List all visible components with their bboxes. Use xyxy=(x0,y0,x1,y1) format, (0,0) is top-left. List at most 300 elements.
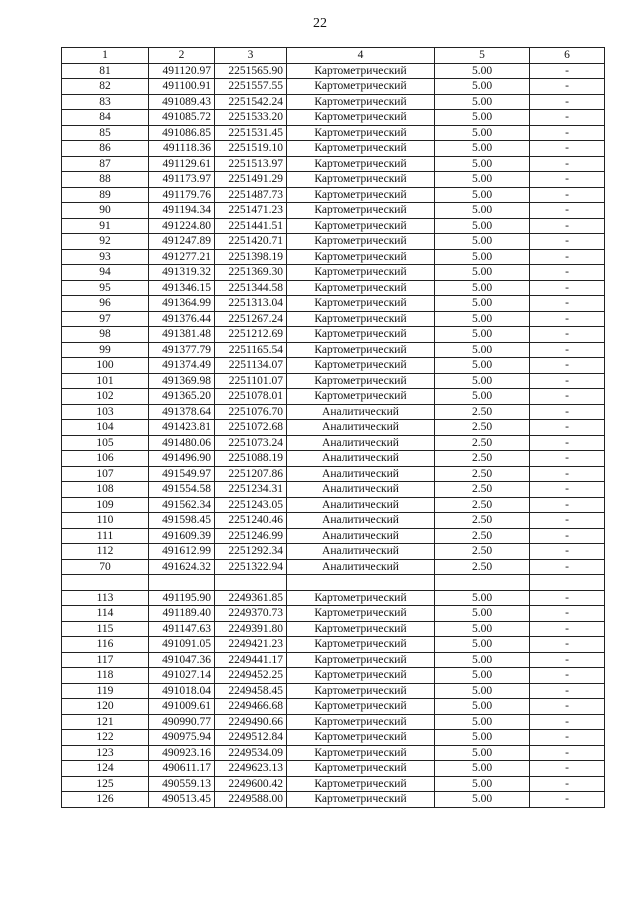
table-cell: 2.50 xyxy=(435,544,530,560)
table-cell: 5.00 xyxy=(435,296,530,312)
table-cell: 491027.14 xyxy=(149,668,215,684)
table-cell: 5.00 xyxy=(435,218,530,234)
table-cell: Аналитический xyxy=(287,513,435,529)
table-row xyxy=(62,265,605,281)
table-cell xyxy=(149,575,215,591)
table-cell: Картометрический xyxy=(287,792,435,808)
table-cell: - xyxy=(530,389,605,405)
table-cell: 5.00 xyxy=(435,714,530,730)
table-cell: Аналитический xyxy=(287,451,435,467)
table-cell: 107 xyxy=(62,466,149,482)
table-cell: - xyxy=(530,125,605,141)
table-cell: 2.50 xyxy=(435,497,530,513)
table-row xyxy=(62,513,605,529)
table-row xyxy=(62,327,605,343)
table-cell: 491365.20 xyxy=(149,389,215,405)
table-cell: Картометрический xyxy=(287,110,435,126)
table-cell: - xyxy=(530,203,605,219)
table-cell: 491118.36 xyxy=(149,141,215,157)
table-cell: 491598.45 xyxy=(149,513,215,529)
table-cell: 98 xyxy=(62,327,149,343)
table-cell: 86 xyxy=(62,141,149,157)
table-cell: 119 xyxy=(62,683,149,699)
table-cell: Картометрический xyxy=(287,327,435,343)
table-cell: - xyxy=(530,373,605,389)
table-cell: - xyxy=(530,792,605,808)
coordinates-table xyxy=(61,47,605,808)
table-cell: 5.00 xyxy=(435,637,530,653)
table-cell: 109 xyxy=(62,497,149,513)
table-cell: - xyxy=(530,94,605,110)
table-cell: Аналитический xyxy=(287,544,435,560)
table-cell: 2.50 xyxy=(435,404,530,420)
table-body xyxy=(62,63,605,807)
table-cell: Аналитический xyxy=(287,497,435,513)
table-cell: 2251165.54 xyxy=(215,342,287,358)
table-cell: 2251441.51 xyxy=(215,218,287,234)
table-cell: 2249391.80 xyxy=(215,621,287,637)
table-cell: - xyxy=(530,63,605,79)
table-cell: 491346.15 xyxy=(149,280,215,296)
table-cell: - xyxy=(530,513,605,529)
table-cell: 2251076.70 xyxy=(215,404,287,420)
table-cell: 110 xyxy=(62,513,149,529)
table-cell: - xyxy=(530,110,605,126)
table-cell: - xyxy=(530,249,605,265)
table-cell: 491018.04 xyxy=(149,683,215,699)
table-cell: 5.00 xyxy=(435,342,530,358)
table-cell: - xyxy=(530,79,605,95)
table-cell: 2251487.73 xyxy=(215,187,287,203)
table-cell: 99 xyxy=(62,342,149,358)
table-cell: 85 xyxy=(62,125,149,141)
table-cell: Картометрический xyxy=(287,172,435,188)
table-cell: 5.00 xyxy=(435,776,530,792)
table-cell: Картометрический xyxy=(287,94,435,110)
table-row xyxy=(62,63,605,79)
table-cell: 5.00 xyxy=(435,606,530,622)
table-cell: 491423.81 xyxy=(149,420,215,436)
table-cell: 2251398.19 xyxy=(215,249,287,265)
table-cell: Картометрический xyxy=(287,745,435,761)
table-cell: Картометрический xyxy=(287,342,435,358)
table-cell: - xyxy=(530,327,605,343)
table-row xyxy=(62,621,605,637)
table-cell: - xyxy=(530,172,605,188)
table-cell: 5.00 xyxy=(435,79,530,95)
table-cell: 5.00 xyxy=(435,652,530,668)
table-cell: Картометрический xyxy=(287,714,435,730)
table-cell: 5.00 xyxy=(435,203,530,219)
table-cell: Картометрический xyxy=(287,156,435,172)
table-cell: 491612.99 xyxy=(149,544,215,560)
table-cell: 491624.32 xyxy=(149,559,215,575)
table-cell: Картометрический xyxy=(287,373,435,389)
table-cell xyxy=(435,575,530,591)
table-cell: 2.50 xyxy=(435,482,530,498)
table-cell: 2251344.58 xyxy=(215,280,287,296)
table-cell: 2251420.71 xyxy=(215,234,287,250)
table-cell: 2251565.90 xyxy=(215,63,287,79)
table-cell: Картометрический xyxy=(287,358,435,374)
table-cell: 491100.91 xyxy=(149,79,215,95)
table-cell: - xyxy=(530,280,605,296)
table-cell: 101 xyxy=(62,373,149,389)
table-cell: 2251513.97 xyxy=(215,156,287,172)
table-cell: 5.00 xyxy=(435,373,530,389)
table-cell: 2251267.24 xyxy=(215,311,287,327)
table-cell: 5.00 xyxy=(435,327,530,343)
table-cell: 2251246.99 xyxy=(215,528,287,544)
table-cell: - xyxy=(530,482,605,498)
table-cell: 5.00 xyxy=(435,668,530,684)
table-cell: 106 xyxy=(62,451,149,467)
table-cell: - xyxy=(530,497,605,513)
table-header-row xyxy=(62,48,605,64)
table-cell: - xyxy=(530,265,605,281)
table-cell: 113 xyxy=(62,590,149,606)
table-cell: 491496.90 xyxy=(149,451,215,467)
table-cell: 2251491.29 xyxy=(215,172,287,188)
table-cell: 97 xyxy=(62,311,149,327)
table-cell: 82 xyxy=(62,79,149,95)
table-cell: - xyxy=(530,590,605,606)
table-cell: 2251519.10 xyxy=(215,141,287,157)
table-cell: 5.00 xyxy=(435,730,530,746)
table-cell: 491376.44 xyxy=(149,311,215,327)
table-cell: 491086.85 xyxy=(149,125,215,141)
table-cell: - xyxy=(530,358,605,374)
table-cell: 491195.90 xyxy=(149,590,215,606)
table-cell: 2251134.07 xyxy=(215,358,287,374)
page-number: 22 xyxy=(313,16,327,31)
table-row xyxy=(62,730,605,746)
table-cell: 125 xyxy=(62,776,149,792)
table-row xyxy=(62,714,605,730)
table-row xyxy=(62,79,605,95)
table-row xyxy=(62,342,605,358)
table-cell: 2249490.66 xyxy=(215,714,287,730)
table-cell: 103 xyxy=(62,404,149,420)
table-cell: 5.00 xyxy=(435,590,530,606)
table-cell: - xyxy=(530,451,605,467)
table-cell: 2251207.86 xyxy=(215,466,287,482)
table-cell: 491179.76 xyxy=(149,187,215,203)
table-row xyxy=(62,280,605,296)
table-cell xyxy=(530,575,605,591)
table-cell: 2.50 xyxy=(435,559,530,575)
table-cell: - xyxy=(530,435,605,451)
table-cell: 5.00 xyxy=(435,156,530,172)
table-cell: Аналитический xyxy=(287,435,435,451)
table-row xyxy=(62,544,605,560)
table-cell: 5.00 xyxy=(435,389,530,405)
table-row xyxy=(62,172,605,188)
table-cell: 115 xyxy=(62,621,149,637)
table-cell: 94 xyxy=(62,265,149,281)
table-cell: 124 xyxy=(62,761,149,777)
table-cell: - xyxy=(530,544,605,560)
table-cell: - xyxy=(530,776,605,792)
table-row xyxy=(62,110,605,126)
table-cell: Картометрический xyxy=(287,730,435,746)
table-cell: - xyxy=(530,730,605,746)
table-row xyxy=(62,451,605,467)
table-cell: 114 xyxy=(62,606,149,622)
table-cell: 491319.32 xyxy=(149,265,215,281)
table-cell: 491562.34 xyxy=(149,497,215,513)
table-cell: 2249421.23 xyxy=(215,637,287,653)
table-cell: 5.00 xyxy=(435,745,530,761)
table-cell: Картометрический xyxy=(287,652,435,668)
table-cell: 104 xyxy=(62,420,149,436)
table-cell: 490990.77 xyxy=(149,714,215,730)
table-cell: - xyxy=(530,621,605,637)
table-cell: 491085.72 xyxy=(149,110,215,126)
table-cell: Картометрический xyxy=(287,761,435,777)
table-row xyxy=(62,528,605,544)
table-cell: 2251073.24 xyxy=(215,435,287,451)
table-row xyxy=(62,761,605,777)
table-cell: 491173.97 xyxy=(149,172,215,188)
table-cell: 111 xyxy=(62,528,149,544)
table-cell: 2251542.24 xyxy=(215,94,287,110)
table-cell: Аналитический xyxy=(287,559,435,575)
header-cell: 4 xyxy=(287,48,435,64)
table-cell: 5.00 xyxy=(435,110,530,126)
table-cell xyxy=(287,575,435,591)
table-cell: 2251531.45 xyxy=(215,125,287,141)
table-cell: Картометрический xyxy=(287,63,435,79)
table-cell: 108 xyxy=(62,482,149,498)
table-cell: 102 xyxy=(62,389,149,405)
table-cell: 118 xyxy=(62,668,149,684)
table-cell: 105 xyxy=(62,435,149,451)
table-cell: 2251313.04 xyxy=(215,296,287,312)
table-row xyxy=(62,699,605,715)
table-cell: 92 xyxy=(62,234,149,250)
table-row xyxy=(62,125,605,141)
table-cell: 93 xyxy=(62,249,149,265)
table-cell: 491091.05 xyxy=(149,637,215,653)
table-cell: - xyxy=(530,637,605,653)
table-cell: 123 xyxy=(62,745,149,761)
table-cell: Картометрический xyxy=(287,265,435,281)
table-cell: 2251322.94 xyxy=(215,559,287,575)
table-cell: - xyxy=(530,311,605,327)
table-cell: 2249600.42 xyxy=(215,776,287,792)
table-cell: 116 xyxy=(62,637,149,653)
table-row xyxy=(62,156,605,172)
table-row xyxy=(62,389,605,405)
table-cell: 491189.40 xyxy=(149,606,215,622)
table-cell: 5.00 xyxy=(435,249,530,265)
table-cell: - xyxy=(530,683,605,699)
table-cell: Картометрический xyxy=(287,280,435,296)
table-cell: Аналитический xyxy=(287,420,435,436)
table-cell: Картометрический xyxy=(287,776,435,792)
table-cell: 2.50 xyxy=(435,466,530,482)
table-cell: Аналитический xyxy=(287,482,435,498)
table-cell: - xyxy=(530,187,605,203)
table-cell: 491047.36 xyxy=(149,652,215,668)
table-cell: - xyxy=(530,466,605,482)
table-cell: - xyxy=(530,559,605,575)
table-cell: 5.00 xyxy=(435,172,530,188)
table-cell: 2249623.13 xyxy=(215,761,287,777)
table-cell: 95 xyxy=(62,280,149,296)
table-row xyxy=(62,497,605,513)
table-row xyxy=(62,249,605,265)
table-cell: 90 xyxy=(62,203,149,219)
table-row xyxy=(62,559,605,575)
header-cell: 5 xyxy=(435,48,530,64)
table-cell: Аналитический xyxy=(287,528,435,544)
table-cell: Картометрический xyxy=(287,249,435,265)
table-cell: 2249370.73 xyxy=(215,606,287,622)
header-cell: 1 xyxy=(62,48,149,64)
table-cell: Аналитический xyxy=(287,466,435,482)
table-cell: 491129.61 xyxy=(149,156,215,172)
table-cell: 121 xyxy=(62,714,149,730)
table-cell: Картометрический xyxy=(287,296,435,312)
table-cell: 491147.63 xyxy=(149,621,215,637)
table-cell xyxy=(62,575,149,591)
table-row xyxy=(62,203,605,219)
table-cell: 2251369.30 xyxy=(215,265,287,281)
table-cell: 5.00 xyxy=(435,234,530,250)
table-cell: 87 xyxy=(62,156,149,172)
table-cell: - xyxy=(530,218,605,234)
table-cell: 491378.64 xyxy=(149,404,215,420)
table-cell: 491247.89 xyxy=(149,234,215,250)
table-row xyxy=(62,683,605,699)
table-cell: 2.50 xyxy=(435,513,530,529)
table-cell: 5.00 xyxy=(435,358,530,374)
table-cell: 2251533.20 xyxy=(215,110,287,126)
table-row xyxy=(62,234,605,250)
table-cell: 96 xyxy=(62,296,149,312)
table-cell: - xyxy=(530,652,605,668)
table-cell: 491009.61 xyxy=(149,699,215,715)
table-row xyxy=(62,466,605,482)
table-cell: 491374.49 xyxy=(149,358,215,374)
table-cell: 491224.80 xyxy=(149,218,215,234)
header-cell: 6 xyxy=(530,48,605,64)
table-cell: 2251088.19 xyxy=(215,451,287,467)
table-cell: - xyxy=(530,668,605,684)
table-row xyxy=(62,745,605,761)
table-cell: 491480.06 xyxy=(149,435,215,451)
table-cell: Картометрический xyxy=(287,389,435,405)
table-cell: 2249512.84 xyxy=(215,730,287,746)
table-row xyxy=(62,420,605,436)
table-row xyxy=(62,94,605,110)
table-cell: 491554.58 xyxy=(149,482,215,498)
table-cell: 2251101.07 xyxy=(215,373,287,389)
table-cell: 126 xyxy=(62,792,149,808)
table-cell: Аналитический xyxy=(287,404,435,420)
table-cell: - xyxy=(530,296,605,312)
table-cell: 490975.94 xyxy=(149,730,215,746)
table-cell: 5.00 xyxy=(435,621,530,637)
table-cell: 2251243.05 xyxy=(215,497,287,513)
table-cell: 491381.48 xyxy=(149,327,215,343)
table-cell: 83 xyxy=(62,94,149,110)
table-cell: - xyxy=(530,745,605,761)
table-cell: 81 xyxy=(62,63,149,79)
table-cell: - xyxy=(530,420,605,436)
table-cell: Картометрический xyxy=(287,79,435,95)
table-cell: Картометрический xyxy=(287,187,435,203)
table-cell: 2251292.34 xyxy=(215,544,287,560)
table-row xyxy=(62,776,605,792)
table-cell: 2249458.45 xyxy=(215,683,287,699)
table-row xyxy=(62,435,605,451)
table-cell: 5.00 xyxy=(435,699,530,715)
table-cell: 122 xyxy=(62,730,149,746)
table-row xyxy=(62,358,605,374)
table-cell: 491609.39 xyxy=(149,528,215,544)
table-cell: 2249588.00 xyxy=(215,792,287,808)
table-row xyxy=(62,141,605,157)
table-cell: 491277.21 xyxy=(149,249,215,265)
table-row xyxy=(62,187,605,203)
table-cell: 5.00 xyxy=(435,63,530,79)
table-cell xyxy=(215,575,287,591)
table-row xyxy=(62,404,605,420)
table-cell: Картометрический xyxy=(287,590,435,606)
table-cell: 2.50 xyxy=(435,420,530,436)
table-cell: 2249361.85 xyxy=(215,590,287,606)
table-cell: 2249441.17 xyxy=(215,652,287,668)
table-cell: 2251072.68 xyxy=(215,420,287,436)
table-cell: 2251240.46 xyxy=(215,513,287,529)
table-cell: 100 xyxy=(62,358,149,374)
table-row xyxy=(62,575,605,591)
table-cell: 491377.79 xyxy=(149,342,215,358)
table-cell: 5.00 xyxy=(435,683,530,699)
table-cell: Картометрический xyxy=(287,621,435,637)
table-cell: 2249534.09 xyxy=(215,745,287,761)
table-cell: 490611.17 xyxy=(149,761,215,777)
table-cell: 490923.16 xyxy=(149,745,215,761)
table-row xyxy=(62,218,605,234)
table-cell: 91 xyxy=(62,218,149,234)
table-cell: 491549.97 xyxy=(149,466,215,482)
table-cell: 112 xyxy=(62,544,149,560)
table-row xyxy=(62,373,605,389)
table-cell: - xyxy=(530,606,605,622)
table-cell: 2249452.25 xyxy=(215,668,287,684)
table-row xyxy=(62,296,605,312)
table-cell: 70 xyxy=(62,559,149,575)
table-cell: 5.00 xyxy=(435,265,530,281)
table-cell: 89 xyxy=(62,187,149,203)
table-cell: - xyxy=(530,761,605,777)
table-cell: - xyxy=(530,234,605,250)
table-row xyxy=(62,482,605,498)
table-cell: 84 xyxy=(62,110,149,126)
table-cell: Картометрический xyxy=(287,234,435,250)
table-cell: Картометрический xyxy=(287,311,435,327)
table-cell: Картометрический xyxy=(287,668,435,684)
table-cell: 5.00 xyxy=(435,311,530,327)
table-cell: 5.00 xyxy=(435,94,530,110)
table-cell: Картометрический xyxy=(287,125,435,141)
table-cell: - xyxy=(530,528,605,544)
table-row xyxy=(62,637,605,653)
